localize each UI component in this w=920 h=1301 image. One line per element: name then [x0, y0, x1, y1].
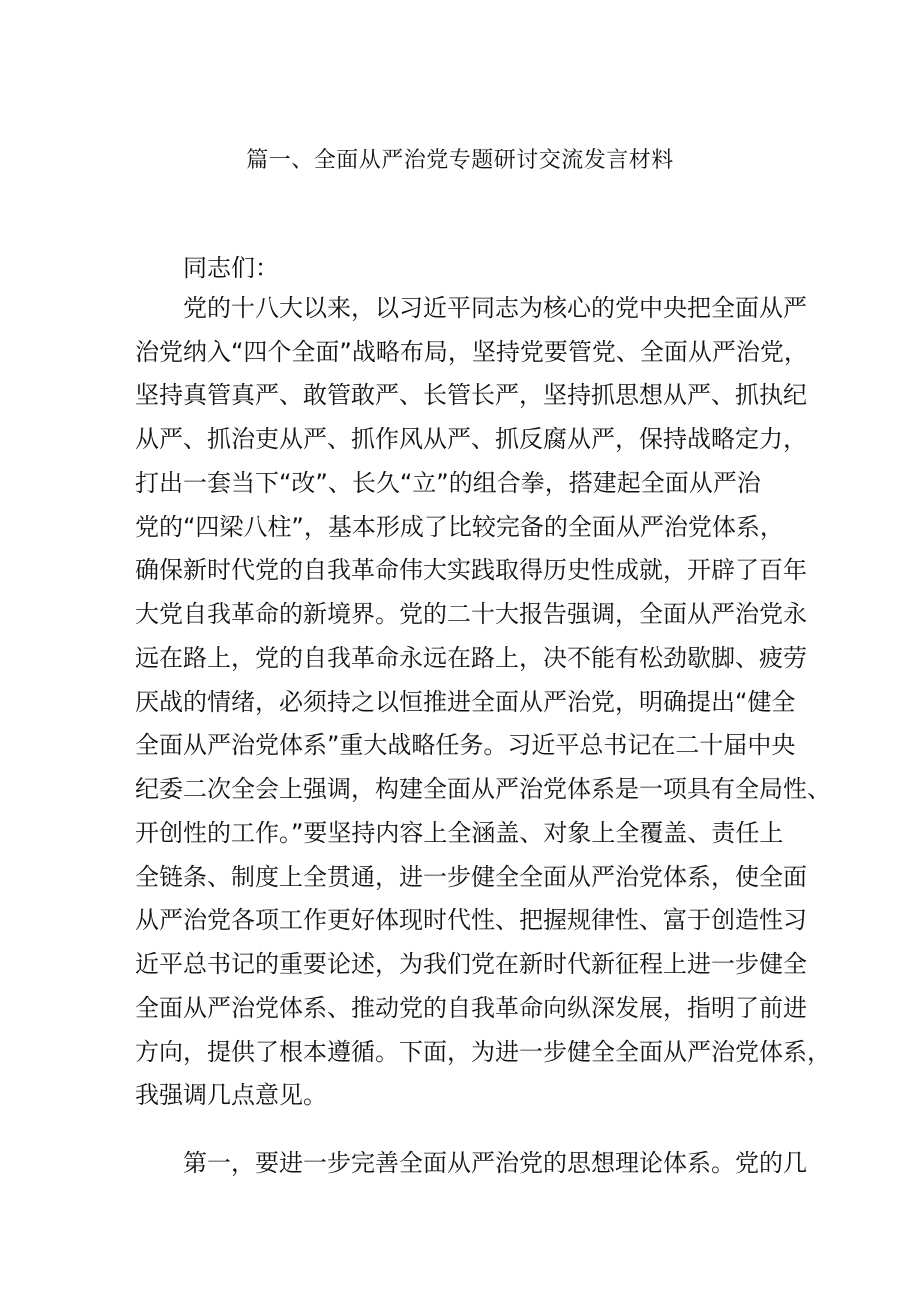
paragraph-line: 我强调几点意见。 [135, 1081, 327, 1109]
document-title: 篇一、全面从严治党专题研讨交流发言材料 [246, 148, 674, 173]
paragraph-line: 确保新时代党的自我革命伟大实践取得历史性成就，开辟了百年 [135, 556, 807, 584]
paragraph-line: 从严治党各项工作更好体现时代性、把握规律性、富于创造性习 [135, 906, 807, 934]
paragraph-line: 大党自我革命的新境界。党的二十大报告强调，全面从严治党永 [135, 600, 807, 628]
paragraph-line: 党的十八大以来，以习近平同志为核心的党中央把全面从严 [183, 294, 807, 322]
paragraph-line: 全链条、制度上全贯通，进一步健全全面从严治党体系，使全面 [135, 863, 807, 891]
paragraph-line: 厌战的情绪，必须持之以恒推进全面从严治党，明确提出“健全 [135, 688, 796, 716]
paragraph-line: 第一，要进一步完善全面从严治党的思想理论体系。党的几 [183, 1149, 807, 1177]
paragraph-line: 从严、抓治吏从严、抓作风从严、抓反腐从严，保持战略定力， [135, 425, 807, 453]
paragraph-line: 坚持真管真严、敢管敢严、长管长严，坚持抓思想从严、抓执纪 [135, 381, 807, 409]
paragraph-line: 远在路上，党的自我革命永远在路上，决不能有松劲歇脚、疲劳 [135, 644, 807, 672]
paragraph-line: 近平总书记的重要论述，为我们党在新时代新征程上进一步健全 [135, 950, 807, 978]
paragraph-line: 全面从严治党体系、推动党的自我革命向纵深发展，指明了前进 [135, 994, 807, 1022]
paragraph-line: 纪委二次全会上强调，构建全面从严治党体系是一项具有全局性、 [135, 775, 831, 803]
paragraph-line: 党的“四梁八柱”，基本形成了比较完备的全面从严治党体系， [135, 513, 784, 541]
paragraph-line: 全面从严治党体系”重大战略任务。习近平总书记在二十届中央 [135, 731, 796, 759]
paragraph-line: 打出一套当下“改”、长久“立”的组合拳，搭建起全面从严治 [135, 469, 761, 497]
salutation: 同志们： [183, 254, 279, 282]
paragraph-line: 治党纳入“四个全面”战略布局，坚持党要管党、全面从严治党， [135, 338, 808, 366]
paragraph-line: 开创性的工作。”要坚持内容上全涵盖、对象上全覆盖、责任上 [135, 819, 784, 847]
paragraph-line: 方向，提供了根本遵循。下面，为进一步健全全面从严治党体系， [135, 1038, 831, 1066]
